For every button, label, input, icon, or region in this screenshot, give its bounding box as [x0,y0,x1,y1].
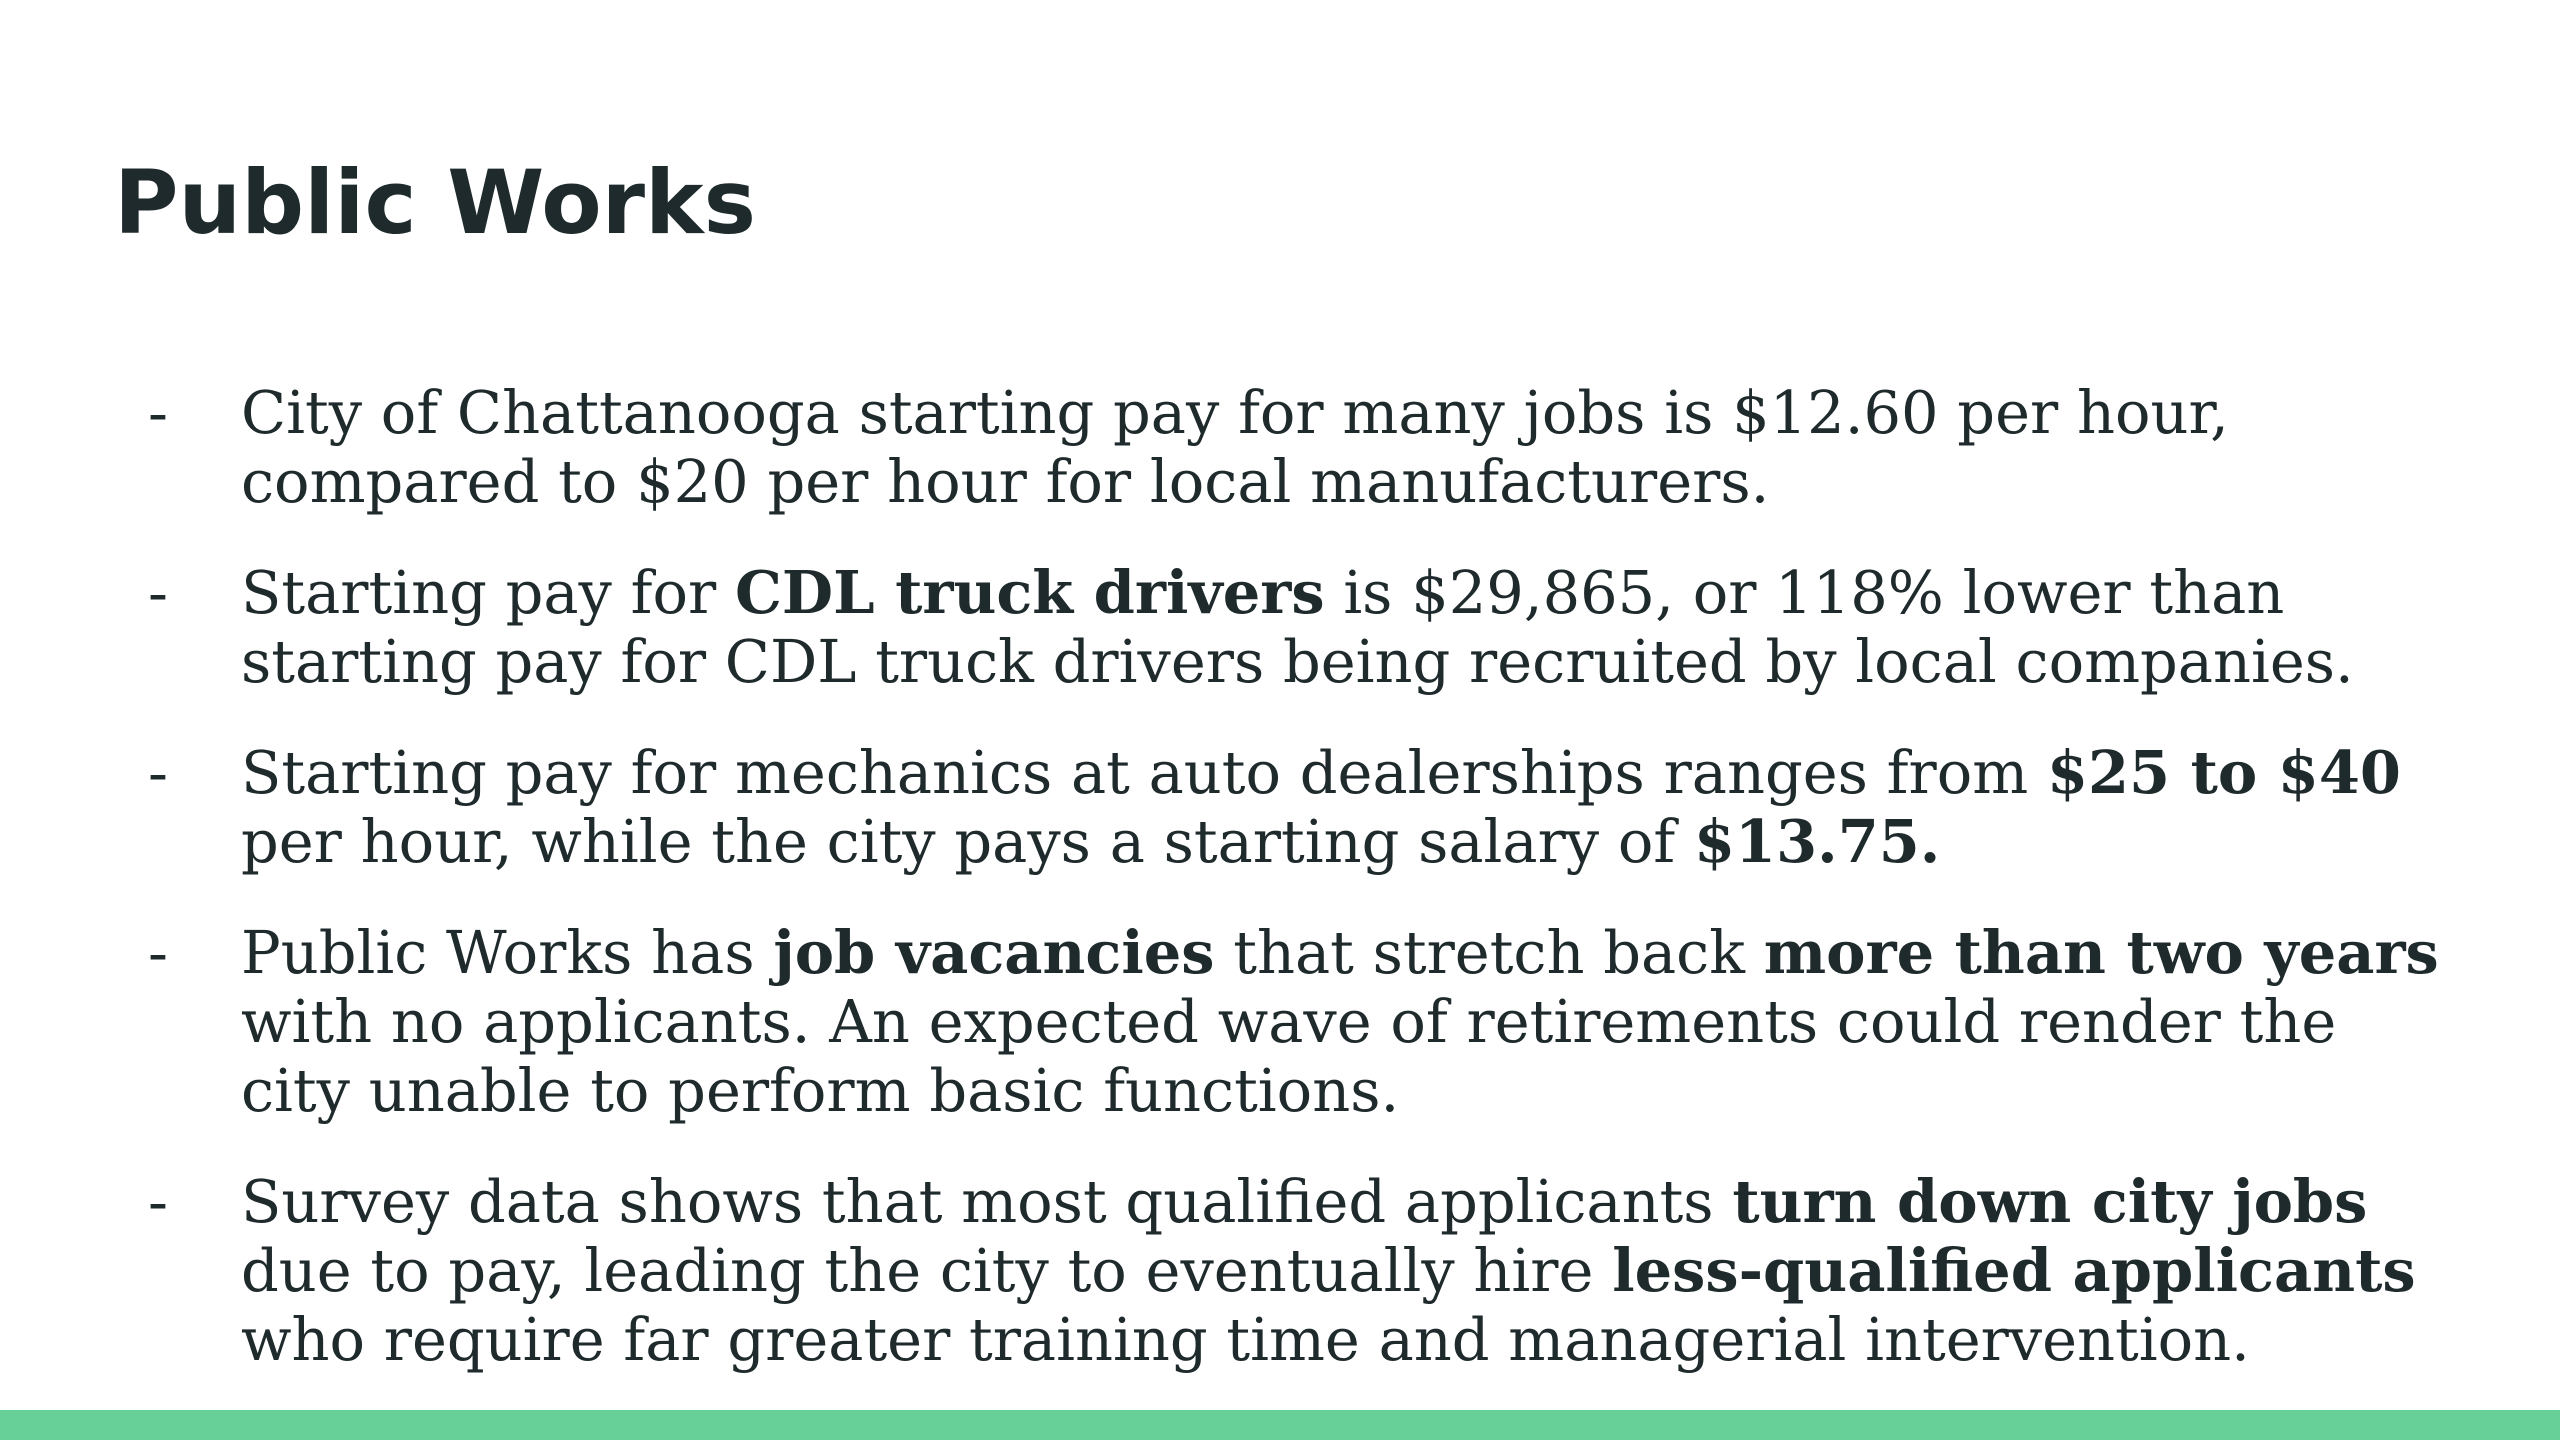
slide-title: Public Works [114,151,756,254]
bullet-text-segment: per hour, while the city pays a starting salary of [241,807,1694,876]
bullet-text-segment: Starting pay for [241,558,735,627]
bullet-text-segment: Public Works has [241,918,774,987]
bullet-text-bold: $13.75. [1694,807,1941,876]
bullet-text-bold: turn down city jobs [1732,1167,2368,1236]
bullet-dash: - [148,1167,168,1236]
bullet-text [241,918,2439,1125]
bullet-item [148,1167,2448,1374]
bullet-text-segment: with no applicants. An expected wave of retirements could render the city unable to perform basic functions. [241,987,2337,1125]
bullet-item [148,378,2448,516]
bullet-text-segment: City of Chattanooga starting pay for many jobs is $12.60 per hour, compared to $20 per hour for local manufacturers. [241,378,2229,516]
bullet-item [148,738,2448,876]
bullet-dash: - [148,558,168,627]
bullet-dash: - [148,918,168,987]
bullet-text-segment: is $29,865, or 118% lower than starting pay for CDL truck drivers being recruited by local companies. [241,558,2354,696]
bullet-text [241,1167,2416,1374]
bullet-text-segment: Starting pay for mechanics at auto dealerships ranges from [241,738,2047,807]
bullet-text-segment: due to pay, leading the city to eventually hire [241,1236,1613,1305]
bullet-item [148,918,2448,1125]
bullet-text-bold: less-qualified applicants [1612,1236,2416,1305]
bullet-text [241,558,2354,696]
bullet-item [148,558,2448,696]
bullet-text-bold: more than two years [1763,918,2439,987]
bullet-dash: - [148,378,168,447]
bullet-list [148,378,2448,1416]
bullet-text-segment: that stretch back [1214,918,1764,987]
bullet-dash: - [148,738,168,807]
bullet-text-segment: Survey data shows that most qualified applicants [241,1167,1733,1236]
bullet-text-segment: who require far greater training time and managerial intervention. [241,1305,2250,1374]
bullet-text-bold: $25 to $40 [2046,738,2401,807]
footer-accent-bar [0,1410,2560,1440]
bullet-text-bold: job vacancies [773,918,1215,987]
bullet-text-bold: CDL truck drivers [734,558,1325,627]
bullet-text [241,378,2229,516]
bullet-text [241,738,2401,876]
